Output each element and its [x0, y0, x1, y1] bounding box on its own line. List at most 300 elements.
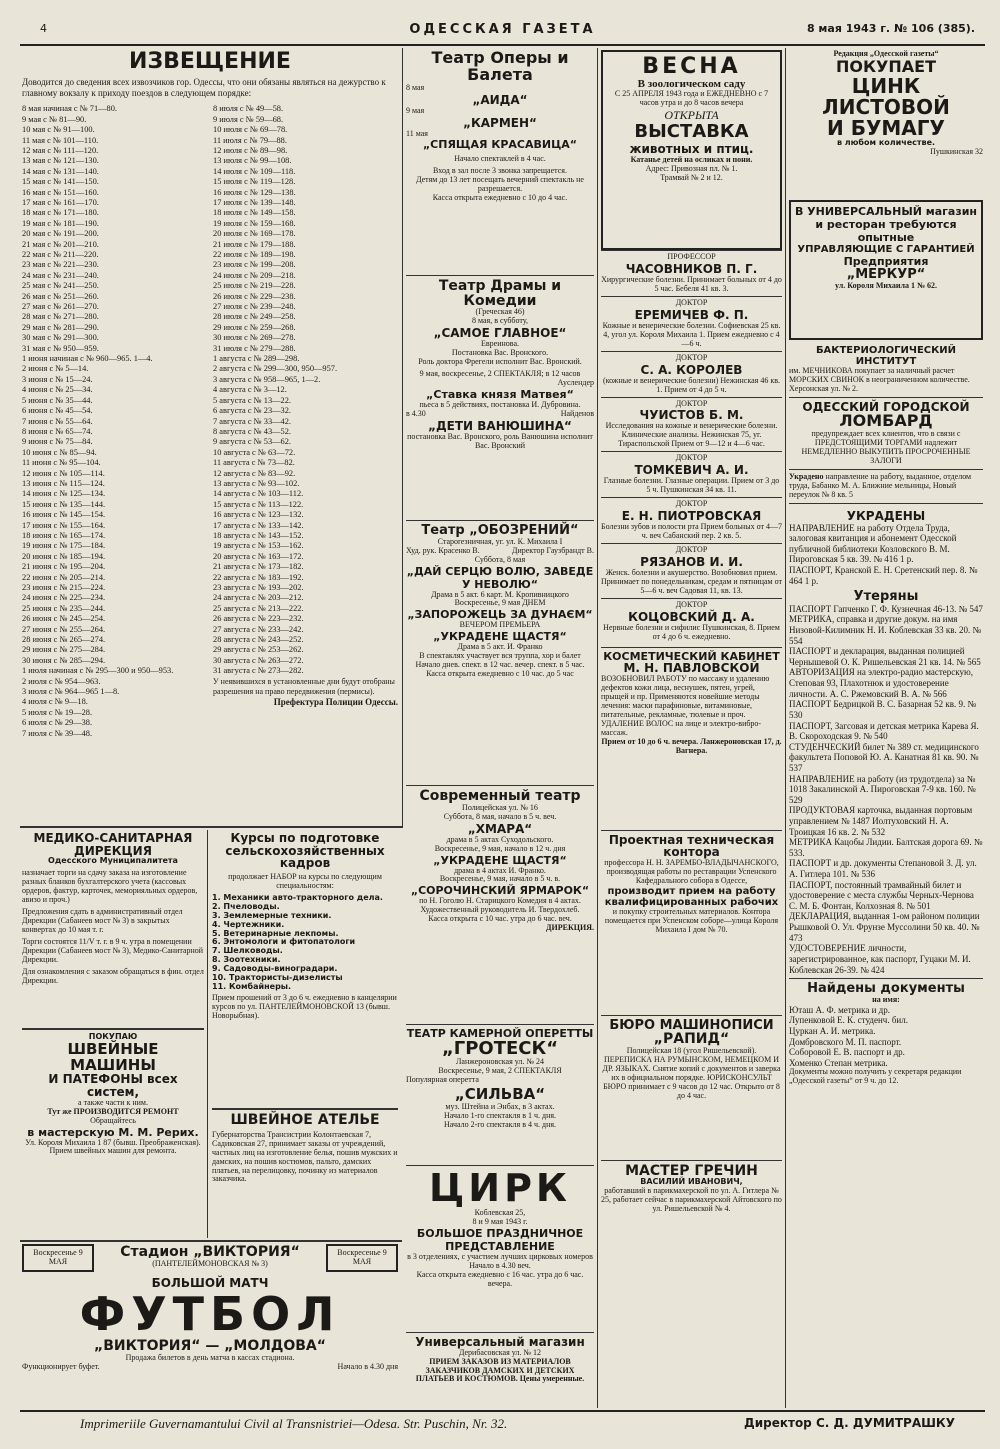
project-office-hiring: производит прием на работу квалифицированных рабочих	[604, 885, 779, 908]
opera-play-2: „КАРМЕН“	[463, 115, 537, 130]
vesna-title: ВЕСНА	[642, 54, 741, 79]
stolen-text: направление на работу, выданное, отделом труда, Бабанко М. А. Ближние мельницы, Новый переулок № 8 кв. 5	[789, 472, 972, 499]
lost-item: ПАСПОРТ Бедрицкой В. С. Базарная 52 кв. 9. № 530	[789, 699, 977, 720]
schedule-entry: 2 июля с № 954—963.	[22, 676, 101, 686]
schedule-entry: 1 июля начиная с № 295—300 и 950—953.	[22, 666, 174, 676]
course-item: 1. Механики авто-тракторного дела.	[212, 892, 383, 902]
sovremenny-box-office: Касса открыта с 10 час. утра до 6 час. веч.	[428, 914, 572, 924]
schedule-entry: 10 июня с № 85—94.	[22, 447, 97, 457]
schedule-entry: 18 августа с № 143—152.	[213, 530, 304, 540]
course-item: 7. Шелководы.	[212, 946, 283, 956]
schedule-entry: 14 августа с № 103—112.	[213, 489, 304, 499]
bacteriology-title: БАКТЕРИОЛОГИЧЕСКИЙ ИНСТИТУТ	[815, 345, 957, 367]
grotesk-title-1: ТЕАТР КАМЕРНОЙ ОПЕРЕТТЫ	[406, 1027, 594, 1040]
univ-store-title: Универсальный магазин	[415, 1335, 585, 1349]
schedule-entry: 25 июля с № 219—228.	[213, 281, 296, 291]
column-rule	[207, 830, 208, 1238]
grotesk-title-2: „ГРОТЕСК“	[441, 1037, 559, 1059]
page-number: 4	[40, 22, 47, 35]
vesna-address: Адрес: Привозная пл. № 1.	[645, 163, 738, 173]
obozreniy-date-3: ВЕЧЕРОМ ПРЕМЬЕРА	[459, 620, 541, 630]
footer	[20, 1410, 985, 1438]
schedule-entry: 30 июля с № 269—278.	[213, 333, 296, 343]
doctor-details: Кожные и венерические болезни. Софиевская 25 кв. 4, угол ул. Короля Михаила 1. Прием ежедневно с 4—6 ч.	[602, 320, 781, 348]
lost-item: ПАСПОРТ, постоянный трамвайный билет и удостоверение с места службы Черных-Чернова С. М. Б. Фонтан, Колхозная 8. № 501	[789, 879, 974, 911]
lombard-ad	[789, 401, 983, 466]
doctor-name: ЧУИСТОВ Б. М.	[639, 408, 744, 423]
ticket-sales: Продажа билетов в день матча в кассах стадиона.	[125, 1353, 295, 1363]
schedule-entry: 22 июня с № 205—214.	[22, 572, 106, 582]
schedule-entry: 26 июня с № 245—254.	[22, 614, 106, 624]
lost-item: ДЕКЛАРАЦИЯ, выданная 1-ом районом полиции Рышковой О. Ул. Фрунзе Муссолини 50 кв. 40. № 473	[789, 911, 980, 943]
course-item: 10. Трактористы-дизелисты	[212, 973, 343, 983]
schedule-entry: 27 августа с № 233—242.	[213, 624, 304, 634]
column-rule	[402, 48, 403, 828]
lost-item: ПРОДУКТОВАЯ карточка, выданная портовым управлением № 1487 Иолтуховский Н. А. Троицкая 16 кв. 2. № 532	[789, 805, 973, 837]
sovremenny-ad	[406, 789, 594, 1021]
football-date-right: Воскресенье 9 МАЯ	[326, 1244, 398, 1272]
cosmetic-ad	[601, 651, 782, 827]
schedule-entry: 20 мая с № 191—200.	[22, 229, 99, 239]
vesna-exhibition: ВЫСТАВКА	[634, 121, 749, 142]
circus-box-office: Касса открыта ежедневно с 16 час. утра до 6 час. вечера.	[416, 1269, 584, 1288]
doctor-title: ДОКТОР	[675, 599, 708, 609]
sovremenny-desc-3: по Н. Гоголю Н. Старицкого Комедия в 4 актах.	[419, 896, 581, 906]
stadium-address: (ПАНТЕЛЕЙМОНОВСКАЯ № 3)	[152, 1259, 268, 1268]
vesna-line-2: С 25 АПРЕЛЯ 1943 года и ЕЖЕДНЕВНО с 7 часов утра и до 8 часов вечера	[614, 89, 769, 108]
schedule-entry: 11 августа с № 73—82.	[213, 458, 295, 468]
lost-item: МЕТРИКА Кацобы Лидии. Балтская дорога 69. № 533.	[789, 837, 983, 858]
notice-title: ИЗВЕЩЕНИЕ	[129, 50, 291, 74]
project-office-title: Проектная техническая контора	[608, 832, 775, 860]
circus-date: 8 и 9 мая 1943 г.	[472, 1216, 528, 1226]
drama-author-3: Найденов	[560, 409, 594, 418]
sovremenny-address: Полицейская ул. № 16	[462, 802, 538, 812]
newspaper-page	[20, 18, 985, 1438]
schedule-entry: 14 мая с № 131—140.	[22, 166, 99, 176]
obozreniy-note-1: В спектаклях участвует вся труппа, хор и балет	[419, 651, 581, 661]
circus-title: ЦИРК	[429, 1166, 571, 1210]
doctor-title: ДОКТОР	[675, 545, 708, 555]
services-column	[601, 50, 782, 1406]
sewing-contact: Обращайтесь	[90, 1115, 136, 1125]
schedule-entry: 22 июля с № 189—198.	[213, 250, 296, 259]
sewing-subtitle: И ПАТЕФОНЫ всех систем,	[48, 1072, 178, 1100]
schedule-entry: 5 августа с № 13—22.	[213, 395, 291, 405]
doctor-title: ДОКТОР	[675, 398, 708, 408]
obozreniy-art-director: Худ. рук. Красенко В.	[406, 545, 480, 555]
schedule-entry: 29 мая с № 281—290.	[22, 322, 99, 332]
schedule-entry: 12 июня с № 105—114.	[22, 468, 105, 478]
courses-list	[212, 894, 398, 992]
courses-title: Курсы по подготовке сельскохозяйственных кадров	[225, 832, 385, 871]
schedule-entry: 20 июля с № 169—178.	[213, 229, 296, 239]
schedule-entry: 3 июня с № 15—24.	[22, 374, 93, 384]
doctor-title: ДОКТОР	[675, 297, 708, 307]
schedule-right-column	[213, 104, 398, 739]
courses-ad	[212, 832, 398, 1104]
merkur-text: В УНИВЕРСАЛЬНЫЙ магазин и ресторан требуются опытные	[794, 205, 978, 244]
schedule-entry: 9 мая с № 81—90.	[22, 114, 87, 124]
schedule-entry: 24 июля с № 209—218.	[213, 270, 296, 280]
issue-date: 8 мая 1943 г. № 106 (385).	[806, 22, 975, 35]
schedule-entry: 30 июня с № 285—294.	[22, 655, 106, 665]
schedule-entry: 9 августа с № 53—62.	[213, 437, 291, 447]
classifieds-column	[789, 50, 983, 1406]
schedule-entry: 13 июня с № 115—124.	[22, 478, 105, 488]
drama-date-1: 8 мая, в субботу,	[472, 316, 528, 326]
opera-play-3: „СПЯЩАЯ КРАСАВИЦА“	[422, 138, 578, 152]
bacteriology-ad	[789, 346, 983, 394]
drama-date-2: 9 мая, воскресенье, 2 СПЕКТАКЛЯ; в 12 часов	[419, 369, 581, 379]
doctor-details: Нервные болезни и сифилис Пушкинская, 8. Прием от 4 до 6 ч. ежедневно.	[603, 622, 780, 641]
newspaper-title: ОДЕССКАЯ ГАЗЕТА	[409, 22, 596, 37]
schedule-entry: 21 мая с № 201—210.	[22, 239, 99, 249]
schedule-entry: 16 мая с № 151—160.	[22, 187, 99, 197]
football-ad	[22, 1244, 398, 1406]
schedule-entry: 17 июня с № 155—164.	[22, 520, 106, 530]
schedule-entry: 27 мая с № 261—270.	[22, 302, 99, 312]
schedule-entry: 11 июня с № 95—104.	[22, 458, 101, 468]
sewing-line-3: а также части к ним.	[78, 1097, 148, 1107]
project-office-text: профессора Н. Н. ЗАРЕМБО-ВЛАДЫЧАНСКОГО, производящая работы по реставрации Успенского Кафедрального собора в Одессе,	[604, 857, 779, 885]
opera-note-2: Детям до 13 лет посещать вечерний спектакль не разрешается.	[416, 175, 584, 194]
obozreniy-note-2: Начало днев. спект. в 12 час. вечер. спект. в 5 час.	[415, 660, 585, 670]
project-office-ad	[601, 834, 782, 1012]
rapid-text: ПЕРЕПИСКА НА РУМЫНСКОМ, НЕМЕЦКОМ И ДР. ЯЗЫКАХ. Снятие копий с документов и заверка их в официальном порядке. ЮРИСКОНСУЛЬТ БЮРО принимает с 9 часов до 12 час. Открыто от 8 до 4 час.	[602, 1055, 781, 1100]
vesna-animals: животных и птиц.	[629, 141, 754, 156]
grotesk-show-2: Начало 2-го спектакля в 4 ч. дня.	[443, 1120, 557, 1130]
schedule-entry: 8 июня с № 65—74.	[22, 426, 93, 436]
obozreniy-play-1: „ДАЙ СЕРЦЮ ВОЛЮ, ЗАВЕДЕ У НЕВОЛЮ“	[406, 564, 594, 591]
notice-closing: У неявившихся в установленные дни будут отобраны разрешения на право передвижения (пермисы).	[213, 676, 395, 696]
opera-note-1: Вход в зал после 3 звонка запрещается.	[433, 166, 567, 176]
rapid-bureau-ad	[601, 1019, 782, 1157]
course-item: 4. Чертежники.	[212, 919, 285, 929]
schedule-entry: 17 мая с № 161—170.	[22, 197, 99, 207]
drama-play-3: „ДЕТИ ВАНЮШИНА“	[428, 418, 572, 433]
schedule-entry: 27 июля с № 239—248.	[213, 302, 296, 312]
schedule-entry: 18 июля с № 149—158.	[213, 208, 296, 218]
schedule-entry: 25 мая с № 241—250.	[22, 281, 99, 291]
director-name: Директор С. Д. ДУМИТРАШКУ	[744, 1416, 955, 1430]
schedule-entry: 15 июня с № 135—144.	[22, 499, 106, 509]
merkur-enterprise: Предприятия	[843, 255, 929, 268]
circus-desc: в 3 отделениях, с участием лучших цирковых номеров	[407, 1251, 593, 1261]
medsan-text-1: назначает торги на сдачу заказа на изготовление разных бланков бухгалтерского учета (кассовых ордеров, фактур, карточек, меморияльных ордеров, авизо и проч.)	[22, 868, 198, 904]
schedule-entry: 6 июля с № 29—38.	[22, 718, 93, 728]
medsan-text-2: Предложения сдать в административный отдел Дирекции (Сабанеев мост № 3) в закрытых конвертах до 10 мая т. г.	[22, 906, 183, 934]
doctor-name: РЯЗАНОВ И. И.	[640, 555, 743, 570]
drama-ad	[406, 279, 594, 517]
schedule-entry: 12 июля с № 89—98.	[213, 145, 288, 155]
lombard-title-1: ОДЕССКИЙ ГОРОДСКОЙ	[802, 399, 970, 414]
theatre-column	[406, 50, 594, 1406]
course-item: 3. Землемерные техники.	[212, 910, 332, 920]
cosmetic-owner: М. Н. ПАВЛОВСКОЙ	[623, 661, 760, 676]
column-rule	[597, 48, 598, 1408]
obozreniy-desc-1: Драма в 5 акт. 6 карт. М. Кропивницкого	[431, 589, 569, 599]
drama-title: Театр Драмы и Комедии	[438, 278, 562, 309]
schedule-entry: 15 августа с № 113—122.	[213, 499, 304, 509]
schedule-entry: 22 мая с № 211—220.	[22, 250, 99, 259]
notice-signature: Префектура Полиции Одессы.	[273, 696, 398, 707]
course-item: 8. Зоотехники.	[212, 955, 281, 965]
lost-title: Утеряны	[853, 589, 919, 605]
schedule-entry: 19 мая с № 181—190.	[22, 218, 99, 228]
course-item: 2. Пчеловоды.	[212, 901, 280, 911]
stolen-direction	[789, 473, 983, 500]
obozreniy-desc-3: Драма в 5 акт. И. Франко	[457, 642, 543, 652]
schedule-entry: 3 июля с № 964—965 1—8.	[22, 687, 120, 697]
lombard-text: предупреждает всех клиентов, что в связи с ПРЕДСТОЯЩИМИ ТОРГАМИ надлежит НЕМЕДЛЕННО ВЫКУПИТЬ ПРОСРОЧЕННЫЕ ЗАЛОГИ	[801, 429, 971, 466]
schedule-entry: 21 августа с № 173—182.	[213, 562, 304, 572]
schedule-entry: 25 августа с № 213—222.	[213, 603, 304, 613]
schedule-entry: 20 августа с № 163—172.	[213, 551, 304, 561]
opera-play-1: „АИДА“	[472, 92, 528, 107]
printer-imprint: Imprimeriile Guvernamantului Civil al Transnistriei—Odesa. Str. Puschin, Nr. 32.	[80, 1416, 508, 1431]
schedule-entry: 26 августа с № 223—232.	[213, 614, 304, 624]
found-list	[789, 1005, 983, 1069]
found-item: Лупенковой Е. К. студенч. бил.	[789, 1015, 908, 1026]
grotesk-play: „СИЛЬВА“	[454, 1085, 546, 1104]
schedule-entry: 10 августа с № 63—72.	[213, 447, 296, 457]
sewing-machines-ad	[22, 1028, 204, 1241]
schedule-entry: 11 июля с № 79—88.	[213, 135, 287, 145]
schedule-entry: 4 августа с № 3—12.	[213, 385, 287, 395]
schedule-entry: 2 августа с № 299—300, 950—957.	[213, 364, 338, 374]
redaktsiya-zinc: ЦИНК ЛИСТОВОЙ	[822, 73, 950, 119]
obozreniy-address: Староrезничная, уг. ул. К. Михаила I	[437, 536, 563, 546]
schedule-entry: 24 августа с № 203—212.	[213, 593, 304, 603]
circus-ad	[406, 1166, 594, 1329]
doctor-ad	[601, 397, 782, 452]
schedule-entry: 19 августа с № 153—162.	[213, 541, 304, 551]
stolen-list	[789, 523, 983, 587]
schedule-entry: 14 июля с № 109—118.	[213, 166, 296, 176]
grotesk-show-1: Начало 1-го спектакля в 1 ч. дня.	[443, 1111, 557, 1121]
schedule-entry: 7 июня с № 55—64.	[22, 416, 93, 426]
drama-time-3: в 4.30	[406, 409, 426, 418]
drama-play-1: „САМОЕ ГЛАВНОЕ“	[433, 326, 567, 341]
schedule-entry: 1 июня начиная с № 960—965. 1—4.	[22, 354, 153, 364]
lost-item: СТУДЕНЧЕСКИЙ билет № 389 ст. медицинского факультета Поповой Ю. А. Канатная 81 кв. 90. № 537	[789, 741, 979, 773]
schedule-entry: 8 июля с № 49—58.	[213, 104, 284, 114]
football-teams: „ВИКТОРИЯ“ — „МОЛДОВА“	[94, 1338, 326, 1355]
schedule-entry: 19 июля с № 159—168.	[213, 218, 296, 228]
drama-desc-3: постановка Вас. Вронского, роль Ванюшина исполнит Вас. Вронский	[407, 431, 593, 450]
redaktsiya-ad	[789, 50, 983, 200]
obozreniy-box-office: Касса открыта ежедневно с 10 час. до 5 час	[426, 669, 574, 679]
schedule-entry: 23 августа с № 193—202.	[213, 583, 304, 592]
stadium-name: Стадион „ВИКТОРИЯ“	[120, 1244, 300, 1260]
atelier-ad	[212, 1108, 398, 1241]
schedule-entry: 24 мая с № 231—240.	[22, 270, 99, 280]
schedule-entry: 9 июля с № 59—68.	[213, 114, 284, 124]
circus-show: БОЛЬШОЕ ПРАЗДНИЧНОЕ ПРЕДСТАВЛЕНИЕ	[416, 1226, 584, 1253]
masthead	[20, 18, 985, 46]
univ-store-address: Дерибасовская ул. № 12	[458, 1347, 542, 1357]
grotesk-desc: муз. Штейна и Энбах, в 3 актах.	[445, 1102, 555, 1112]
schedule-entry: 10 мая с № 91—100.	[22, 125, 95, 135]
obozreniy-date-1: Суббота, 8 мая	[474, 554, 526, 564]
drama-desc-2: пьеса в 5 действиях, постановка И. Дубровина.	[419, 400, 581, 410]
match-heading: БОЛЬШОЙ МАТЧ	[151, 1275, 269, 1290]
schedule-entry: 16 июля с № 129—138.	[213, 187, 296, 197]
schedule-entry: 25 июня с № 235—244.	[22, 603, 106, 613]
schedule-entry: 13 мая с № 121—130.	[22, 156, 99, 166]
lost-item: ПАСПОРТ и декларация, выданная полицией Чернышевой О. К. Ришельевская 21 кв. 14. № 565	[789, 646, 981, 667]
stolen-title: УКРАДЕНЫ	[846, 508, 926, 523]
merkur-ad	[789, 200, 983, 340]
schedule-entry: 24 июня с № 225—234.	[22, 593, 106, 603]
circus-address: Коблевская 25,	[474, 1207, 526, 1217]
doctor-title: ДОКТОР	[675, 352, 708, 362]
doctor-ad	[601, 250, 782, 296]
schedule-entry: 1 августа с № 289—298.	[213, 354, 300, 364]
schedule-entry: 28 июня с № 265—274.	[22, 635, 106, 645]
duty-schedule	[22, 104, 398, 739]
buffet-note: Функционирует буфет.	[22, 1362, 100, 1372]
doctor-name: ЕРЕМИЧЕВ Ф. П.	[634, 307, 749, 322]
lost-item: ПАСПОРТ и др. документы Степановой З. Д. ул. А. Гитлера 101. № 536	[789, 858, 977, 880]
schedule-entry: 7 августа с № 33—42.	[213, 416, 291, 426]
sewing-repair: Тут же ПРОИЗВОДИТСЯ РЕМОНТ	[47, 1106, 179, 1116]
sovremenny-art-director: Художественный руководитель И. Твердохлеб.	[420, 905, 580, 915]
barber-name: ВАСИЛИЙ ИВАНОВИЧ,	[640, 1177, 743, 1187]
schedule-entry: 28 мая с № 271—280.	[22, 312, 99, 322]
vesna-open: ОТКРЫТА	[664, 108, 719, 122]
sovremenny-play-2: „УКРАДЕНЕ ЩАСТЯ“	[433, 853, 567, 867]
schedule-entry: 31 августа с № 273—282.	[213, 666, 304, 676]
notice-intro: Доводится до сведения всех извозчиков гор. Одессы, что они обязаны являться на дежурство к главному вокзалу к приходу поездов в следующем порядке:	[22, 77, 386, 98]
schedule-entry: 30 мая с № 291—300.	[22, 333, 99, 343]
sovremenny-desc-2: драма в 4 актах И. Франко.	[454, 865, 546, 875]
schedule-entry: 9 июня с № 75—84.	[22, 437, 93, 447]
medsan-subtitle: Одесского Муниципалитета	[48, 856, 178, 866]
schedule-entry: 23 мая с № 221—230.	[22, 260, 99, 270]
obozreniy-title: Театр „ОБОЗРЕНИЙ“	[421, 523, 579, 538]
schedule-entry: 13 июля с № 99—108.	[213, 156, 292, 166]
doctor-ad	[601, 598, 782, 644]
schedule-entry: 15 июля с № 119—128.	[213, 177, 296, 187]
schedule-entry: 17 июля с № 139—148.	[213, 197, 296, 207]
lost-item: АВТОРИЗАЦИЯ на электро-радио мастерскую, Степовая 93, Плахотнюк и удостоверение личности. А. С. Ржемовский В. А. № 566	[789, 667, 973, 699]
opera-box-office: Касса открыта ежедневно с 10 до 4 час.	[432, 193, 568, 203]
grotesk-pre: Популярная оперетта	[406, 1075, 479, 1085]
schedule-entry: 5 июня с № 35—44.	[22, 395, 93, 405]
course-item: 5. Ветеринарные лекпомы.	[212, 928, 339, 938]
barber-ad	[601, 1164, 782, 1215]
schedule-entry: 6 августа с № 23—32.	[213, 406, 291, 416]
lost-item: МЕТРИКА, справка и другие докум. на имя Низовой-Килимник Н. И. Коблевская 33 кв. 20. № 554	[789, 614, 982, 646]
obozreniy-ad	[406, 524, 594, 782]
sovremenny-signature: ДИРЕКЦИЯ.	[546, 923, 594, 933]
football-title: ФУТБОЛ	[79, 1286, 341, 1341]
stolen-item: ПАСПОРТ, Кранской Е. Н. Сретенский пер. 8. № 464 1 р.	[789, 564, 978, 586]
lost-item: НАПРАВЛЕНИЕ на работу (из трудотдела) за № 1018 Закалинской А. Пироговская 7-9 кв. 160. № 529	[789, 773, 976, 805]
doctor-title: ДОКТОР	[675, 453, 708, 463]
schedule-entry: 17 августа с № 133—142.	[213, 520, 304, 530]
schedule-entry: 27 июня с № 255—264.	[22, 624, 106, 634]
cosmetic-text: ВОЗОБНОВИЛ РАБОТУ по массажу и удалению дефектов кожи лица, веснушек, пятен, угрей, прыщей и пр. Применяются новейшие методы лечения: маски парафиновые, витаминовые, питательные, рекламные, тюлевые и проч. УДАЛЕНИЕ ВОЛОС на лице и электро-вибро-массаж.	[601, 673, 770, 737]
found-item: Домбровского М. П. паспорт.	[789, 1036, 902, 1047]
course-item: 9. Садоводы-виноградари.	[212, 964, 338, 974]
schedule-entry: 30 августа с № 263—272.	[213, 655, 304, 665]
atelier-title: ШВЕЙНОЕ АТЕЛЬЕ	[230, 1112, 380, 1128]
doctor-details: Женск. болезни и акушерство. Возобновил прием. Принимает по понедельникам, средам и пятницам от 5—6 ч. веч Садовая 11, кв. 13.	[601, 568, 782, 595]
found-item: Хоменко Степан метрика.	[789, 1057, 888, 1068]
schedule-entry: 31 июля с № 279—288.	[213, 343, 296, 353]
redaktsiya-quantity: в любом количестве.	[836, 137, 936, 147]
sewing-address: Ул. Короля Михаила 1 87 (бывш. Преображенская). Прием швейных машин для ремонта.	[25, 1137, 201, 1156]
schedule-entry: 16 августа с № 123—132.	[213, 510, 304, 520]
schedule-entry: 2 июня с № 5—14.	[22, 364, 89, 374]
doctor-details: Болезни зубов и полости рта Прием больных от 4—7 ч. веч Сабанский пер. 2 кв. 5.	[601, 522, 782, 541]
cosmetic-title: КОСМЕТИЧЕСКИЙ КАБИНЕТ	[603, 649, 780, 663]
merkur-managers: УПРАВЛЯЮЩИЕ С ГАРАНТИЕЙ	[797, 244, 975, 255]
doctor-ad	[601, 351, 782, 397]
circus-start: Начало в 4.30 веч.	[469, 1260, 531, 1270]
merkur-name: „МЕРКУР“	[846, 267, 926, 282]
rapid-name: „РАПИД“	[653, 1031, 730, 1048]
found-item: Цуркан А. И. метрика.	[789, 1025, 876, 1036]
redaktsiya-line-1: Редакция „Одесской газеты“	[833, 50, 939, 58]
schedule-entry: 11 мая с № 101—110.	[22, 135, 99, 145]
doctor-details: Исследования на кожные и венерические болезни. Клинические анализы. Нежинская 75, уг. Тираспольской Прием от 9—12 и 4—6 час.	[605, 421, 778, 449]
schedule-entry: 13 августа с № 93—102.	[213, 478, 300, 488]
opera-title: Театр Оперы и Балета	[431, 50, 569, 84]
doctor-ad	[601, 497, 782, 543]
schedule-entry: 26 июля с № 229—238.	[213, 291, 296, 301]
barber-title: МАСТЕР ГРЕЧИН	[625, 1162, 758, 1179]
schedule-entry: 4 июля с № 9—18.	[22, 697, 88, 707]
redaktsiya-address: Пушкинская 32	[930, 146, 983, 156]
obozreniy-play-2: „ЗАПОРОЖЕЦЬ ЗА ДУНАЄМ“	[407, 608, 593, 622]
opera-ad	[406, 50, 594, 272]
found-note: Документы можно получить у секретаря редакции „Одесской газеты“ от 9 ч. до 12.	[789, 1067, 962, 1086]
doctor-ad	[601, 451, 782, 497]
drama-author-2: Ауслендер	[557, 378, 594, 388]
drama-role-1: Роль доктора Фрегели исполнит Вас. Вронский.	[418, 357, 582, 367]
found-title: Найдены документы	[807, 981, 965, 997]
doctor-name: С. А. КОРОЛЕВ	[640, 362, 743, 377]
schedule-entry: 18 июня с № 165—174.	[22, 530, 106, 540]
schedule-entry: 4 июня с № 25—34.	[22, 385, 93, 395]
schedule-entry: 21 июня с № 195—204.	[22, 562, 106, 572]
schedule-entry: 22 августа с № 183—192.	[213, 572, 304, 582]
match-start: Начало в 4.30 дня	[337, 1362, 398, 1372]
vesna-ad	[601, 50, 782, 250]
doctor-name: КОЦОВСКИЙ Д. А.	[628, 609, 755, 624]
redaktsiya-buys: ПОКУПАЕТ	[835, 56, 937, 76]
medsan-title: МЕДИКО-САНИТАРНАЯ ДИРЕКЦИЯ	[33, 832, 193, 858]
schedule-entry: 21 июля с № 179—188.	[213, 239, 296, 249]
grotesk-ad	[406, 1028, 594, 1162]
doctor-details: Глазные болезни. Глазные операции. Прием от 3 до 5 ч. Пушкинская 34 кв. 11.	[603, 476, 780, 495]
doctor-name: ЧАСОВНИКОВ П. Г.	[625, 261, 758, 276]
project-office-text-2: и покупку строительных материалов. Контора помещается при Успенском соборе—улица Короля Михаила I дом № 70.	[604, 906, 779, 934]
stolen-item: НАПРАВЛЕНИЕ на работу Отдела Труда, залоговая квитанция и абонемент Одесской публичной библиотеки Козловского В. М. Пироговская 5 кв. 39. № 416 1 р.	[789, 522, 957, 565]
schedule-entry: 29 августа с № 253—262.	[213, 645, 304, 655]
vesna-tram: Трамвай № 2 и 12.	[660, 172, 723, 182]
drama-address: (Греческая 46)	[475, 307, 525, 317]
found-item: Юташ А. Ф. метрика и др.	[789, 1004, 891, 1015]
merkur-address: ул. Короля Михаила 1 № 62.	[834, 280, 938, 290]
football-date-left: Воскресенье 9 МАЯ	[22, 1244, 94, 1272]
grotesk-address: Ланжероновская ул. № 24	[455, 1057, 545, 1067]
sewing-buying: ПОКУПАЮ	[88, 1032, 138, 1041]
